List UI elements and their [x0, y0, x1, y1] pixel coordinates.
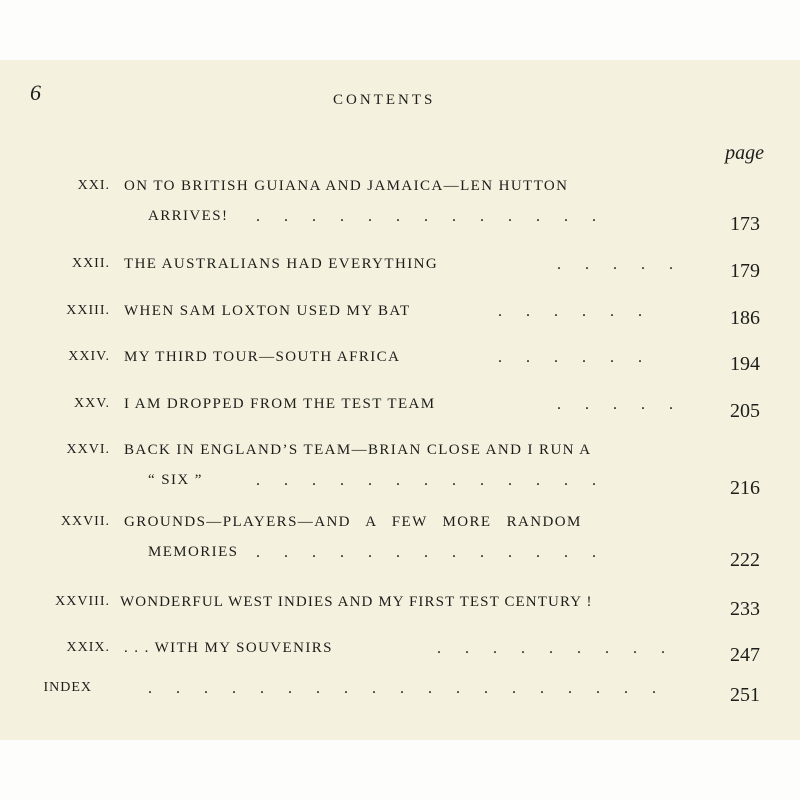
- chapter-numeral: XXVII.: [60, 514, 110, 529]
- chapter-title-line2: MEMORIES: [148, 544, 239, 560]
- chapter-title-line1: ON TO BRITISH GUIANA AND JAMAICA—LEN HUTTON: [124, 178, 569, 194]
- dot-leader: . . . . . .: [498, 303, 642, 320]
- page-number: 6: [30, 80, 41, 105]
- dot-leader: . . . . . . . . . . . . .: [256, 544, 596, 561]
- index-label: INDEX: [43, 680, 92, 695]
- chapter-title-line1: WHEN SAM LOXTON USED MY BAT: [124, 303, 411, 319]
- chapter-title-line2: ARRIVES!: [148, 208, 229, 224]
- chapter-numeral: XXI.: [77, 178, 110, 193]
- dot-leader: . . . . . .: [498, 349, 642, 366]
- chapter-title-line1: BACK IN ENGLAND’S TEAM—BRIAN CLOSE AND I RUN A: [124, 442, 592, 458]
- chapter-title-line1: GROUNDS—PLAYERS—AND A FEW MORE RANDOM: [124, 514, 582, 530]
- page-number-ref: 247: [730, 644, 760, 666]
- chapter-numeral: XXII.: [71, 256, 110, 271]
- chapter-title-line2: “ SIX ”: [148, 472, 203, 488]
- chapter-numeral: XXIII.: [66, 303, 110, 318]
- dot-leader: . . . . .: [557, 256, 673, 273]
- page-number-ref: 173: [730, 213, 760, 235]
- chapter-title-line1: WONDERFUL WEST INDIES AND MY FIRST TEST CENTURY !: [120, 594, 593, 610]
- chapter-title-line1: MY THIRD TOUR—SOUTH AFRICA: [124, 349, 401, 365]
- chapter-numeral: XXVI.: [66, 442, 110, 457]
- page-number-ref: 216: [730, 477, 760, 499]
- page-number-ref: 222: [730, 549, 760, 571]
- dot-leader: . . . . . . . . . . . . . . . . . . .: [148, 680, 656, 697]
- contents-heading: CONTENTS: [333, 92, 436, 108]
- page-number-ref: 186: [730, 307, 760, 329]
- chapter-title-line1: . . . WITH MY SOUVENIRS: [124, 640, 333, 656]
- chapter-numeral: XXVIII.: [55, 594, 110, 609]
- dot-leader: . . . . . . . . . . . . .: [256, 208, 596, 225]
- dot-leader: . . . . .: [557, 396, 673, 413]
- chapter-numeral: XXIX.: [66, 640, 110, 655]
- chapter-title-line1: I AM DROPPED FROM THE TEST TEAM: [124, 396, 436, 412]
- page-number-ref: 194: [730, 353, 760, 375]
- contents-page: [0, 60, 800, 740]
- chapter-numeral: XXIV.: [68, 349, 110, 364]
- chapter-numeral: XXV.: [73, 396, 110, 411]
- dot-leader: . . . . . . . . .: [437, 640, 665, 657]
- page-number-ref: 251: [730, 684, 760, 706]
- page-column-label: page: [725, 142, 764, 164]
- chapter-title-line1: THE AUSTRALIANS HAD EVERYTHING: [124, 256, 439, 272]
- dot-leader: . . . . . . . . . . . . .: [256, 472, 596, 489]
- page-number-ref: 205: [730, 400, 760, 422]
- page-number-ref: 233: [730, 598, 760, 620]
- page-number-ref: 179: [730, 260, 760, 282]
